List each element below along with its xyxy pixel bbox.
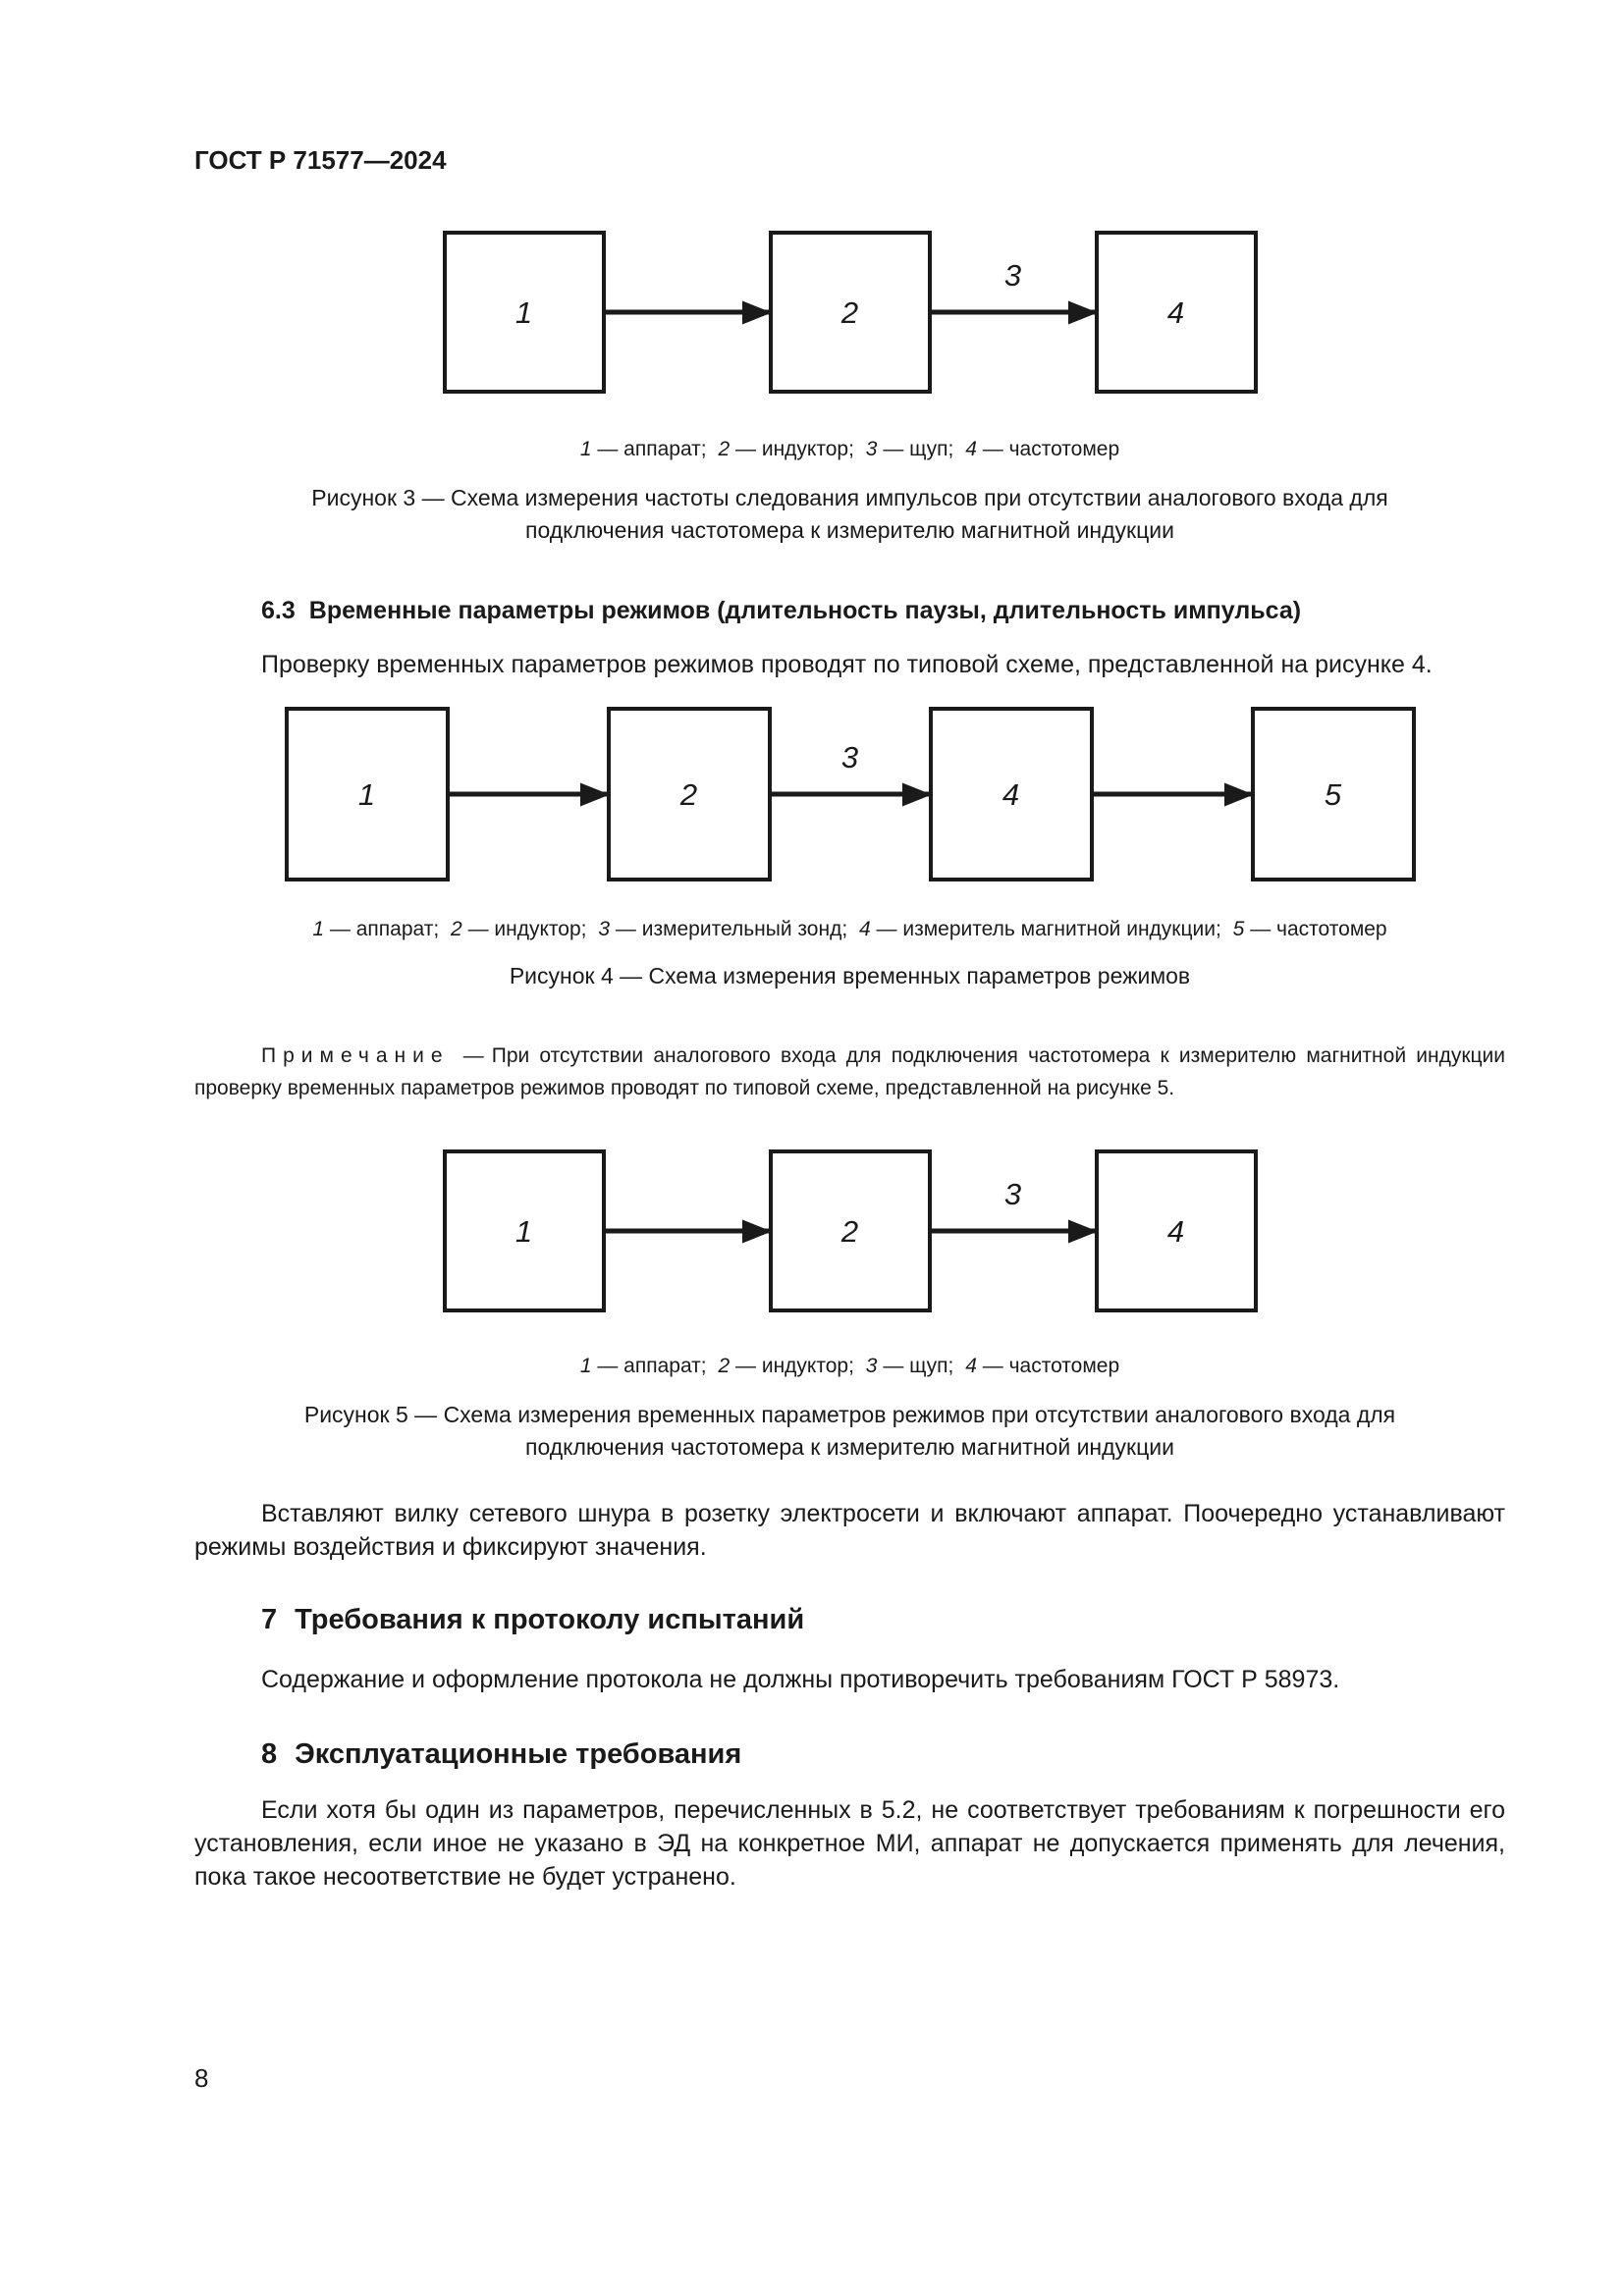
legend-item-text: — щуп; (883, 438, 954, 460)
arrow-right-icon (606, 231, 769, 394)
note-text: При отсутствии аналогового входа для подключения частотомера к измерителю магнитной индукции проверку временных параметров режимов проводят по типовой схеме, представленной на рисунке 5. (194, 1044, 1505, 1099)
heading-number: 6.3 (261, 597, 296, 624)
arrow-line (1091, 792, 1254, 797)
figure3-legend (194, 437, 1505, 462)
section-8-paragraph: Если хотя бы один из параметров, перечисленных в 5.2, не соответствует требованиям к погрешности его установления, если иное не указано в ЭД на конкретное МИ, аппарат не допускается применять для лечения, пока такое несоответствие не будет устранено. (194, 1796, 1505, 1891)
diagram-box-number: 4 (1166, 294, 1185, 330)
legend-item (859, 918, 1221, 940)
legend-item-number: 1 (579, 438, 592, 460)
figure4-legend (194, 917, 1505, 942)
legend-item-text: — индуктор; (735, 438, 854, 460)
diagram-box-number: 2 (840, 294, 859, 330)
arrow-label: 3 (840, 740, 859, 774)
legend-item (866, 1355, 954, 1377)
diagram-box-number: 4 (1166, 1213, 1185, 1249)
legend-item-number: 5 (1232, 918, 1245, 940)
arrow-right-icon (932, 1149, 1095, 1312)
legend-item (598, 918, 847, 940)
note-dash: — (462, 1044, 484, 1067)
legend-item-number: 2 (718, 1355, 731, 1377)
legend-item-text: — аппарат; (329, 918, 440, 940)
heading-number: 7 (261, 1604, 278, 1635)
legend-item-number: 4 (965, 438, 977, 460)
diagram-box (285, 707, 450, 881)
legend-item (1233, 918, 1387, 940)
arrow-right-icon (1094, 707, 1251, 881)
figure3-diagram (194, 231, 1505, 394)
section-7-heading (194, 1603, 1505, 1637)
legend-item-number: 1 (312, 918, 325, 940)
legend-item-number: 2 (451, 918, 462, 940)
diagram-box-number: 1 (514, 1213, 533, 1249)
section-6-3-heading (194, 596, 1505, 626)
diagram-box (929, 707, 1094, 881)
legend-item (451, 918, 586, 940)
diagram-box-number: 2 (840, 1213, 859, 1249)
arrow-line (929, 1229, 1098, 1234)
diagram-box (769, 231, 932, 394)
legend-item (718, 1355, 853, 1377)
figure5-legend (194, 1354, 1505, 1379)
heading-text: Эксплуатационные требования (295, 1738, 742, 1770)
figure3-caption: Рисунок 3 — Схема измерения частоты следования импульсов при отсутствии аналогового входа для подключения частотомера к измерителю магнитной индукции (311, 485, 1388, 543)
arrow-right-icon (450, 707, 607, 881)
legend-item-text: — частотомер (982, 1355, 1120, 1377)
heading-text: Требования к протоколу испытаний (295, 1604, 805, 1635)
arrow-right-icon (772, 707, 929, 881)
page-header: ГОСТ Р 71577—2024 (194, 145, 447, 175)
legend-item-text: — индуктор; (467, 918, 587, 940)
arrow-label: 3 (1003, 1177, 1022, 1211)
figure4-diagram (194, 707, 1505, 881)
diagram-box-number: 5 (1324, 776, 1342, 812)
figure5-caption: Рисунок 5 — Схема измерения временных параметров режимов при отсутствии аналогового входа для подключения частотомера к измерителю магнитной индукции (303, 1402, 1396, 1460)
page-number: 8 (194, 2063, 209, 2093)
legend-item-number: 4 (859, 918, 871, 940)
arrow-right-icon (606, 1149, 769, 1312)
arrow-label: 3 (1003, 258, 1022, 293)
note-paragraph (194, 1040, 1505, 1104)
legend-item-text: — щуп; (883, 1355, 954, 1377)
diagram-box-number: 1 (514, 294, 533, 330)
diagram-box (1095, 231, 1258, 394)
diagram-box (443, 1149, 606, 1312)
figure4-caption: Рисунок 4 — Схема измерения временных параметров режимов (509, 963, 1191, 988)
legend-item-number: 3 (865, 438, 878, 460)
arrow-line (603, 310, 772, 315)
legend-item (580, 438, 707, 460)
legend-item-text: — частотомер (1250, 918, 1387, 940)
arrow-line (603, 1229, 772, 1234)
figure5-diagram (194, 1149, 1505, 1312)
legend-item-text: — аппарат; (597, 1355, 707, 1377)
legend-item-number: 2 (718, 438, 731, 460)
legend-item (965, 1355, 1119, 1377)
note-label: Примечание (261, 1044, 450, 1067)
diagram-box (1095, 1149, 1258, 1312)
diagram-box-number: 1 (357, 776, 376, 812)
legend-item-number: 1 (579, 1355, 592, 1377)
diagram-box (443, 231, 606, 394)
diagram-box (607, 707, 772, 881)
diagram-box-number: 4 (1001, 776, 1020, 812)
legend-item (580, 1355, 707, 1377)
legend-item-number: 3 (865, 1355, 878, 1377)
arrow-line (447, 792, 610, 797)
section-8-heading (194, 1737, 1505, 1772)
legend-item-text: — измеритель магнитной индукции; (876, 918, 1221, 940)
heading-number: 8 (261, 1738, 278, 1770)
arrow-right-icon (932, 231, 1095, 394)
procedure-paragraph: Вставляют вилку сетевого шнура в розетку электросети и включают аппарат. Поочередно устанавливают режимы воздействия и фиксируют значения. (194, 1500, 1505, 1561)
legend-item-text: — частотомер (982, 438, 1120, 460)
diagram-box-number: 2 (679, 776, 698, 812)
section-7-paragraph: Содержание и оформление протокола не должны противоречить требованиям ГОСТ Р 58973. (261, 1666, 1340, 1693)
legend-item-number: 4 (965, 1355, 977, 1377)
legend-item (965, 438, 1119, 460)
legend-item-text: — аппарат; (597, 438, 707, 460)
arrow-line (929, 310, 1098, 315)
legend-item (718, 438, 853, 460)
arrow-line (769, 792, 932, 797)
legend-item-text: — индуктор; (735, 1355, 854, 1377)
legend-item (312, 918, 439, 940)
legend-item-text: — измерительный зонд; (615, 918, 848, 940)
diagram-box (1251, 707, 1416, 881)
diagram-box (769, 1149, 932, 1312)
heading-text: Временные параметры режимов (длительность паузы, длительность импульса) (308, 597, 1302, 624)
legend-item-number: 3 (598, 918, 611, 940)
legend-item (866, 438, 954, 460)
section-6-3-paragraph: Проверку временных параметров режимов проводят по типовой схеме, представленной на рисунке 4. (261, 651, 1433, 678)
